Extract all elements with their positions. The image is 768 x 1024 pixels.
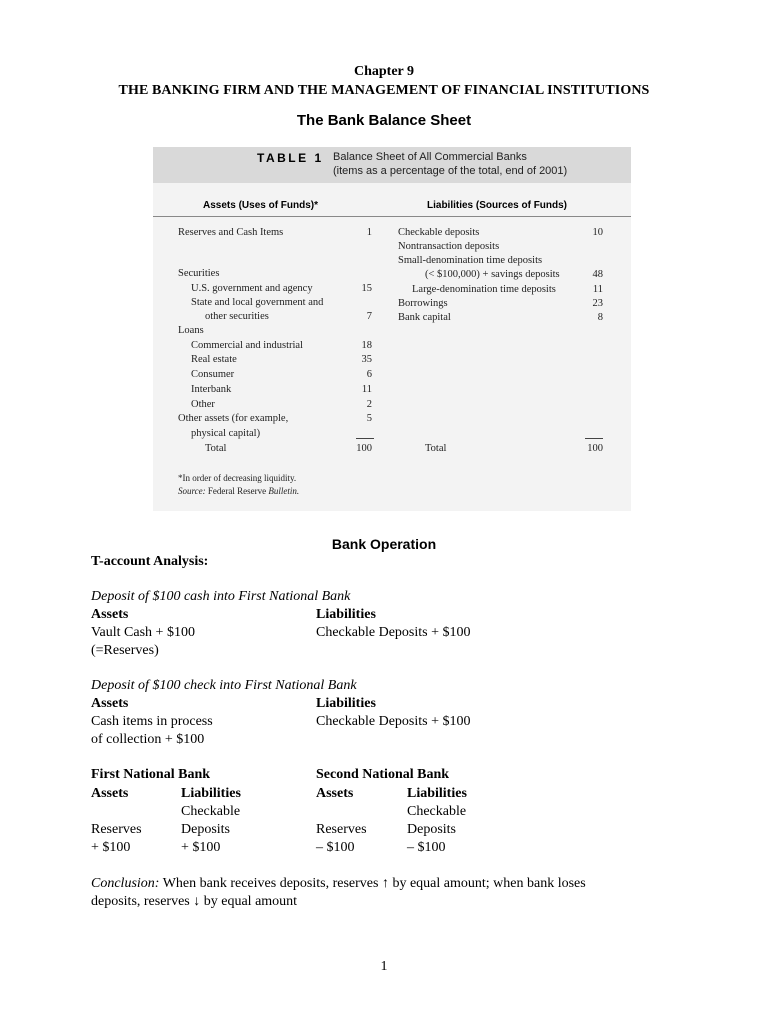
asset-label: State and local government and	[191, 297, 324, 308]
liability-label: Nontransaction deposits	[398, 241, 500, 252]
source-text: Federal Reserve	[207, 486, 267, 496]
liability-label: Checkable deposits	[398, 227, 480, 238]
conclusion-line-2: deposits, reserves ↓ by equal amount	[91, 894, 298, 909]
liability-total-label: Total	[425, 443, 447, 454]
table-caption-subtitle: (items as a percentage of the total, end of 2001)	[333, 165, 568, 177]
liability-value: 23	[592, 298, 603, 309]
balance-sheet-table	[153, 147, 631, 511]
first-liab-line: Checkable	[181, 804, 241, 819]
conclusion-line	[91, 876, 586, 892]
deposit-check-heading: Deposit of $100 check into First National Bank	[91, 678, 357, 693]
liability-value: 8	[597, 312, 603, 323]
liability-label: (< $100,000) + savings deposits	[425, 269, 560, 280]
asset-label: Reserves and Cash Items	[178, 227, 284, 238]
header-divider	[153, 216, 631, 217]
asset-value: 1	[366, 227, 372, 238]
asset-total-label: Total	[205, 443, 227, 454]
asset-value: 2	[366, 399, 372, 410]
second-bank-name: Second National Bank	[316, 767, 450, 782]
assets-label: Assets	[91, 786, 129, 801]
liabilities-column-header: Liabilities (Sources of Funds)	[427, 200, 568, 211]
asset-label: Real estate	[191, 354, 237, 365]
table-footnote: *In order of decreasing liquidity.	[178, 473, 297, 483]
asset-label: other securities	[205, 311, 269, 322]
assets-label: Assets	[91, 696, 129, 711]
source-label: Source:	[178, 486, 206, 496]
reserves-note: (=Reserves)	[91, 643, 159, 658]
total-rule	[585, 438, 603, 439]
second-liab-amount: – $100	[407, 840, 446, 855]
liability-label: Bank capital	[398, 312, 451, 323]
second-liab-line: Checkable	[407, 804, 467, 819]
second-asset-line: Reserves	[316, 822, 367, 837]
liabilities-label: Liabilities	[407, 786, 467, 801]
first-bank-name: First National Bank	[91, 767, 211, 782]
cash-items-entry: Cash items in process	[91, 714, 213, 729]
conclusion-text: When bank receives deposits, reserves ↑ by equal amount; when bank loses	[162, 876, 586, 891]
liability-label: Small-denomination time deposits	[398, 255, 543, 266]
asset-value: 6	[366, 369, 372, 380]
first-asset-amount: + $100	[91, 840, 131, 855]
liability-total-value: 100	[587, 443, 603, 454]
bank-operation-title: Bank Operation	[331, 536, 437, 552]
liability-label: Large-denomination time deposits	[412, 284, 556, 295]
table-label: TABLE 1	[257, 151, 324, 165]
second-liab-line: Deposits	[407, 822, 456, 837]
liability-label: Borrowings	[398, 298, 448, 309]
asset-label: Consumer	[191, 369, 235, 380]
asset-value: 35	[361, 354, 372, 365]
table-source	[178, 486, 299, 496]
liability-value: 11	[592, 284, 603, 295]
asset-value: 15	[361, 283, 372, 294]
table-caption: Balance Sheet of All Commercial Banks	[333, 151, 527, 163]
liability-value: 10	[592, 227, 603, 238]
asset-label: Commercial and industrial	[191, 340, 303, 351]
asset-value: 11	[361, 384, 372, 395]
asset-total-value: 100	[356, 443, 372, 454]
liabilities-label: Liabilities	[181, 786, 241, 801]
first-asset-line: Reserves	[91, 822, 142, 837]
vault-cash-entry: Vault Cash + $100	[91, 625, 195, 640]
first-liab-line: Deposits	[181, 822, 230, 837]
asset-label: Interbank	[191, 384, 232, 395]
page-number: 1	[380, 959, 388, 974]
checkable-deposits-entry: Checkable Deposits + $100	[316, 625, 471, 640]
t-account-heading: T-account Analysis:	[91, 554, 209, 569]
asset-value: 5	[366, 413, 372, 424]
asset-label: Loans	[178, 325, 204, 336]
assets-column-header: Assets (Uses of Funds)*	[203, 200, 319, 211]
total-rule	[356, 438, 374, 439]
deposit-cash-heading: Deposit of $100 cash into First National Bank	[91, 589, 351, 604]
collection-entry: of collection + $100	[91, 732, 205, 747]
liabilities-label: Liabilities	[316, 607, 376, 622]
chapter-number: Chapter 9	[353, 64, 415, 79]
first-liab-amount: + $100	[181, 840, 221, 855]
chapter-title: THE BANKING FIRM AND THE MANAGEMENT OF FINANCIAL INSTITUTIONS	[118, 83, 650, 98]
assets-label: Assets	[91, 607, 129, 622]
second-asset-amount: – $100	[316, 840, 355, 855]
conclusion-label: Conclusion:	[91, 876, 160, 891]
asset-label: physical capital)	[191, 428, 261, 439]
asset-label: U.S. government and agency	[191, 283, 313, 294]
liabilities-label: Liabilities	[316, 696, 376, 711]
checkable-deposits-entry: Checkable Deposits + $100	[316, 714, 471, 729]
asset-value: 7	[366, 311, 372, 322]
asset-label: Other assets (for example,	[178, 413, 289, 424]
liability-value: 48	[592, 269, 603, 280]
asset-label: Other	[191, 399, 215, 410]
assets-label: Assets	[316, 786, 354, 801]
asset-label: Securities	[178, 268, 220, 279]
section-title: The Bank Balance Sheet	[296, 112, 472, 129]
asset-value: 18	[361, 340, 372, 351]
source-title: Bulletin.	[268, 486, 300, 496]
